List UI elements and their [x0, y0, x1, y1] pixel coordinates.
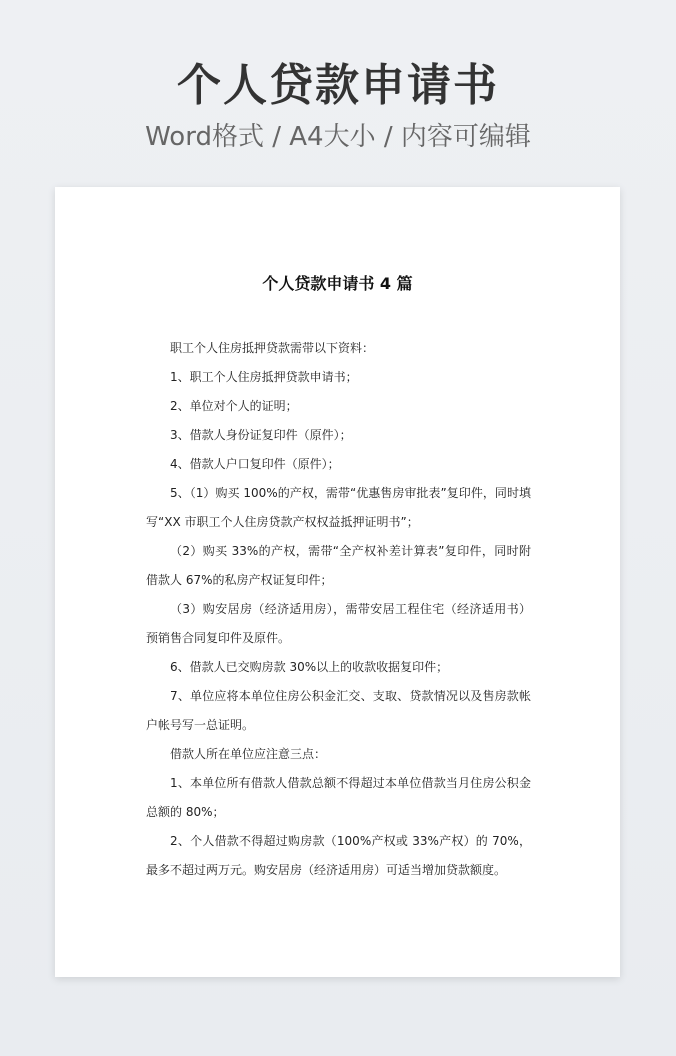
- banner-title: 个人贷款申请书: [177, 60, 499, 111]
- document-title: 个人贷款申请书 4 篇: [262, 274, 413, 293]
- paragraph: 1、职工个人住房抵押贷款申请书；: [170, 370, 358, 384]
- document-page: [55, 187, 620, 977]
- banner-subtitle: Word格式 / A4大小 / 内容可编辑: [145, 122, 531, 152]
- paragraph: 职工个人住房抵押贷款需带以下资料：: [170, 341, 375, 355]
- paragraph: 3、借款人身份证复印件（原件）；: [170, 428, 352, 442]
- paragraph: 2、个人借款不得超过购房款（100%产权或 33%产权）的 70%，最多不超过两万元。购安居房（经济适用房）可适当增加贷款额度。: [146, 834, 531, 877]
- paragraph: 7、单位应将本单位住房公积金汇交、支取、贷款情况以及售房款帐户帐号写一总证明。: [146, 689, 531, 732]
- paragraph: 6、借款人已交购房款 30%以上的收款收据复印件；: [170, 660, 449, 674]
- paragraph: （2）购买 33%的产权，需带“全产权补差计算表”复印件，同时附借款人 67%的私房产权证复印件；: [146, 544, 531, 587]
- paragraph: 5、（1）购买 100%的产权，需带“优惠售房审批表”复印件，同时填写“XX 市职工个人住房贷款产权权益抵押证明书”；: [146, 486, 531, 529]
- paragraph: （3）购安居房（经济适用房），需带安居工程住宅（经济适用书）预销售合同复印件及原件。: [146, 602, 531, 645]
- document-body: [146, 334, 531, 885]
- paragraph: 4、借款人户口复印件（原件）；: [170, 457, 340, 471]
- paragraph: 1、本单位所有借款人借款总额不得超过本单位借款当月住房公积金总额的 80%；: [146, 776, 531, 819]
- banner: [0, 58, 676, 154]
- paragraph: 2、单位对个人的证明；: [170, 399, 298, 413]
- paragraph: 借款人所在单位应注意三点：: [170, 747, 327, 761]
